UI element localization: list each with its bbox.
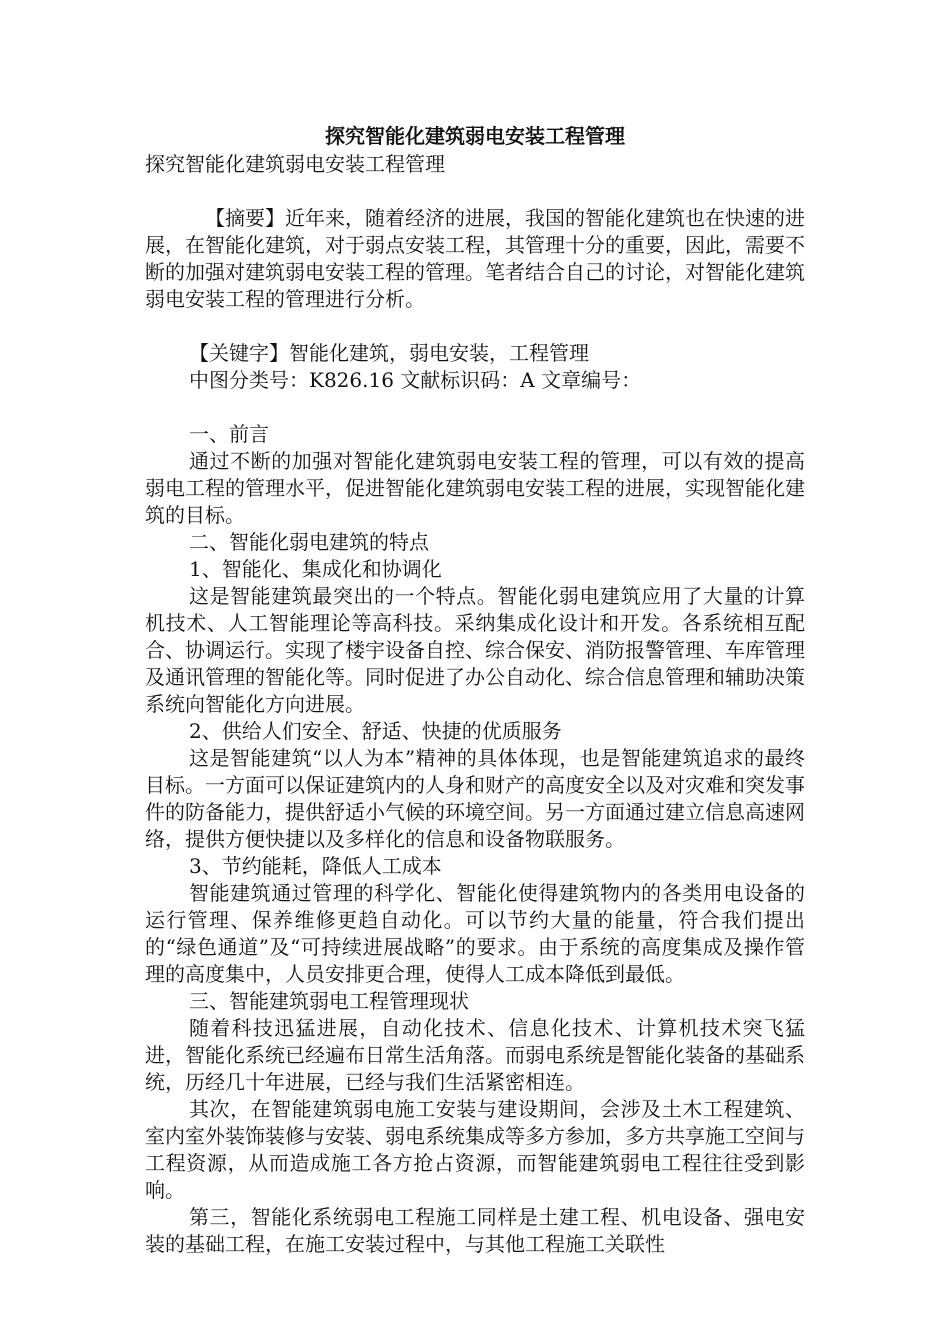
section-heading-preface: 一、前言 — [189, 422, 269, 446]
paragraph-preface: 通过不断的加强对智能化建筑弱电安装工程的管理，可以有效的提高弱电工程的管理水平，促进智能化建筑弱电安装工程的进展，实现智能化建筑的目标。 — [145, 449, 805, 527]
keywords-line: 【关键字】智能化建筑，弱电安装，工程管理 — [189, 341, 589, 365]
section-heading-status: 三、智能建筑弱电工程管理现状 — [189, 989, 469, 1013]
paragraph-feature-3: 智能建筑通过管理的科学化、智能化使得建筑物内的各类用电设备的运行管理、保养维修更趋自动化。可以节约大量的能量，符合我们提出的“绿色通道”及“可持续进展战略”的要求。由于系统的高度集成及操作管理的高度集中，人员安排更合理，使得人工成本降低到最低。 — [145, 881, 805, 986]
section-heading-features: 二、智能化弱电建筑的特点 — [189, 530, 429, 554]
subheading-feature-2: 2、供给人们安全、舒适、快捷的优质服务 — [189, 719, 562, 743]
paragraph-feature-2: 这是智能建筑“以人为本”精神的具体体现，也是智能建筑追求的最终目标。一方面可以保证建筑内的人身和财产的高度安全以及对灾难和突发事件的防备能力，提供舒适小气候的环境空间。另一方面通过建立信息高速网络，提供方便快捷以及多样化的信息和设备物联服务。 — [145, 746, 805, 851]
document-subtitle: 探究智能化建筑弱电安装工程管理 — [145, 152, 445, 176]
spacer — [145, 313, 805, 340]
abstract-paragraph: 【摘要】近年来，随着经济的进展，我国的智能化建筑也在快速的进展，在智能化建筑，对于弱点安装工程，其管理十分的重要，因此，需要不断的加强对建筑弱电安装工程的管理。笔者结合自己的讨论，对智能化建筑弱电安装工程的管理进行分析。 — [145, 206, 805, 311]
document-body — [145, 122, 805, 1258]
subheading-feature-3: 3、节约能耗，降低人工成本 — [189, 854, 442, 878]
spacer — [145, 394, 805, 421]
classification-line: 中图分类号：K826.16 文献标识码：A 文章编号： — [189, 368, 642, 392]
subheading-feature-1: 1、智能化、集成化和协调化 — [189, 557, 442, 581]
paragraph-feature-1: 这是智能建筑最突出的一个特点。智能化弱电建筑应用了大量的计算机技术、人工智能理论等高科技。采纳集成化设计和开发。各系统相互配合、协调运行。实现了楼宇设备自控、综合保安、消防报警管理、车库管理及通讯管理的智能化等。同时促进了办公自动化、综合信息管理和辅助决策系统向智能化方向进展。 — [145, 584, 805, 716]
paragraph-status-1: 随着科技迅猛进展，自动化技术、信息化技术、计算机技术突飞猛进，智能化系统已经遍布日常生活角落。而弱电系统是智能化装备的基础系统，历经几十年进展，已经与我们生活紧密相连。 — [145, 1016, 805, 1094]
spacer — [145, 178, 805, 205]
paragraph-status-3: 第三，智能化系统弱电工程施工同样是土建工程、机电设备、强电安装的基础工程，在施工安装过程中，与其他工程施工关联性 — [145, 1205, 805, 1256]
document-title: 探究智能化建筑弱电安装工程管理 — [325, 124, 625, 148]
paragraph-status-2: 其次，在智能建筑弱电施工安装与建设期间，会涉及土木工程建筑、室内室外装饰装修与安装、弱电系统集成等多方参加，多方共享施工空间与工程资源，从而造成施工各方抢占资源，而智能建筑弱电工程往往受到影响。 — [145, 1097, 805, 1202]
